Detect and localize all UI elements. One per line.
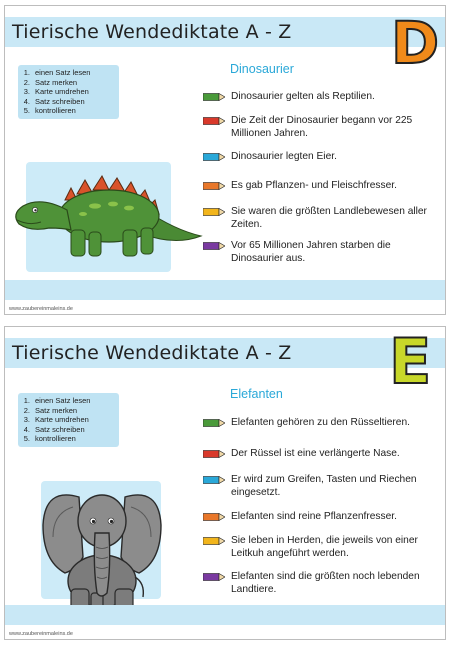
sentence-row [203,570,436,596]
step-item: 4. Satz schreiben [23,424,85,434]
dinosaur-illustration [5,170,205,270]
step-item: 1. einen Satz lesen [23,68,91,77]
sentence-text: Elefanten gehören zu den Rüsseltieren. [231,417,410,428]
sentence-text: Elefanten sind reine Pflanzenfresser. [231,511,397,522]
sentence-text: Dinosaurier gelten als Reptilien. [231,91,375,102]
subject-heading: Elefanten [230,387,283,401]
sentence-text: Elefanten sind die größten noch lebenden Landtiere. [231,571,420,595]
sentence-row [203,205,436,231]
big-letter: E [389,326,432,398]
pencil-icon [203,476,225,484]
sentence-text: Dinosaurier legten Eier. [231,151,337,162]
pencil-icon [203,182,225,190]
sentence-row [203,473,436,499]
step-item: 2. Satz merken [23,405,78,415]
sentence-text: Die Zeit der Dinosaurier begann vor 225 Millionen Jahren. [231,115,413,139]
instruction-steps [18,65,119,119]
sentence-text: Sie waren die größten Landlebewesen aller Zeiten. [231,206,427,230]
sentence-text: Der Rüssel ist eine verlängerte Nase. [231,448,400,459]
sentence-row [203,114,436,140]
pencil-icon [203,93,225,101]
card-dinosaurier [4,5,446,315]
title-band [5,17,445,47]
bottom-band [5,280,445,300]
footer-url: www.zaubereinmaleins.de [9,631,73,637]
big-letter: D [391,9,440,77]
step-item: 1. einen Satz lesen [23,396,91,405]
sentence-text: Sie leben in Herden, die jeweils von einer Leitkuh angeführt werden. [231,535,418,559]
sentence-row [203,239,436,265]
pencil-icon [203,153,225,161]
sentence-row [203,179,436,192]
footer-url: www.zaubereinmaleins.de [9,306,73,312]
step-item: 5. kontrollieren [23,434,76,443]
sentence-row [203,416,436,429]
sentence-row [203,510,436,523]
pencil-icon [203,537,225,545]
step-item: 4. Satz schreiben [23,96,85,106]
pencil-icon [203,242,225,250]
pencil-icon [203,419,225,427]
pencil-icon [203,117,225,125]
card-title: Tierische Wendediktate A - Z [12,342,292,364]
sentence-text: Es gab Pflanzen- und Fleischfresser. [231,180,397,191]
step-item: 5. kontrollieren [23,106,76,115]
instruction-steps [18,393,119,447]
pencil-icon [203,208,225,216]
pencil-icon [203,513,225,521]
step-item: 3. Karte umdrehen [23,87,89,96]
sentence-text: Er wird zum Greifen, Tasten und Riechen eingesetzt. [231,474,417,498]
sentence-text: Vor 65 Millionen Jahren starben die Dinosaurier aus. [231,240,391,264]
step-item: 2. Satz merken [23,77,78,87]
card-elefanten [4,326,446,640]
pencil-icon [203,450,225,458]
sentence-row [203,534,436,560]
card-title: Tierische Wendediktate A - Z [12,21,292,43]
subject-heading: Dinosaurier [230,62,294,76]
title-band [5,338,445,368]
sentence-row [203,447,436,460]
sentence-row [203,90,436,103]
sentence-row [203,150,436,163]
bottom-band [5,605,445,625]
pencil-icon [203,573,225,581]
step-item: 3. Karte umdrehen [23,415,89,424]
